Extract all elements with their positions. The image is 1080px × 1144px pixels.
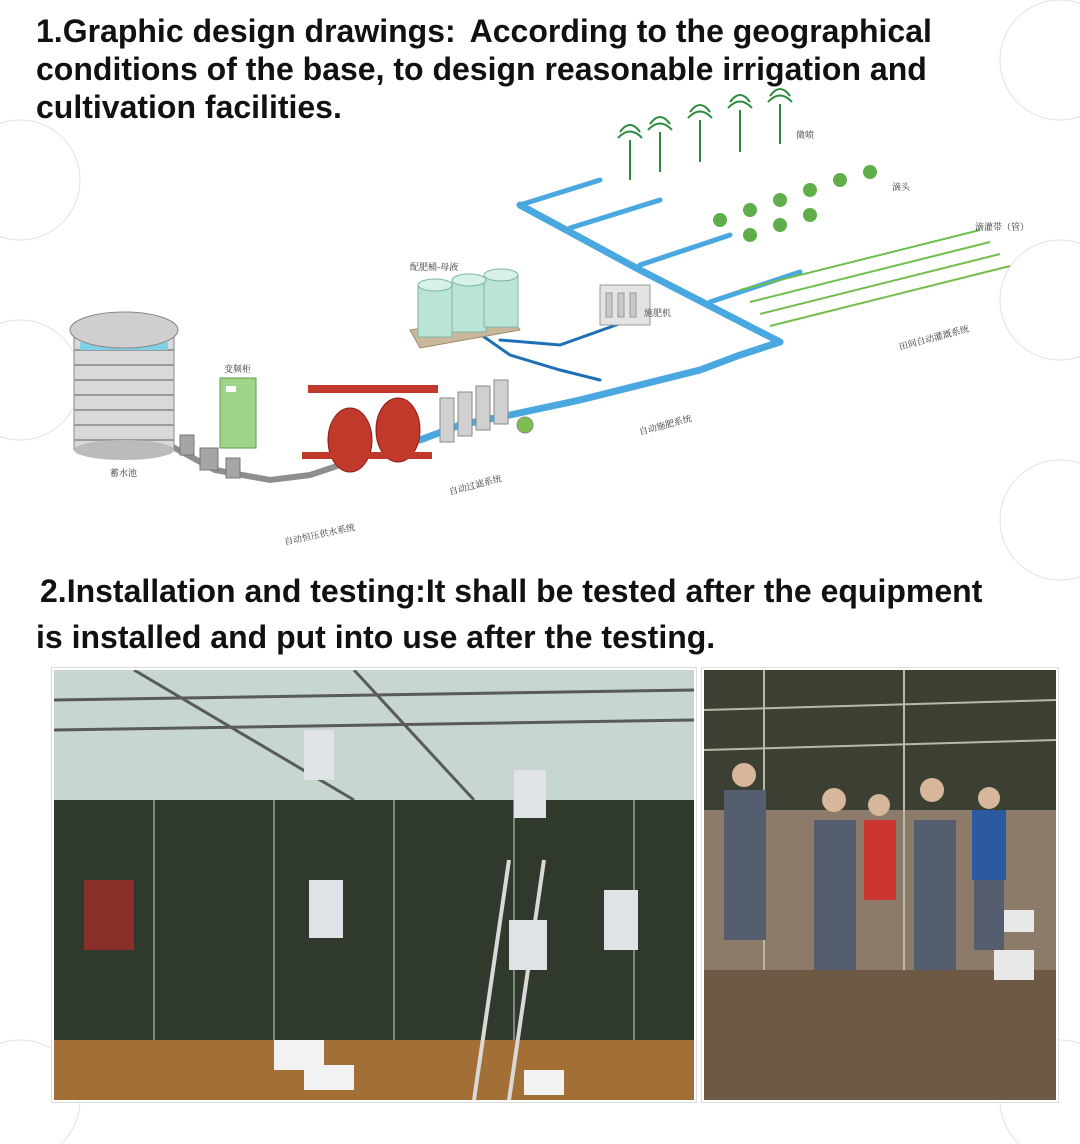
filter-system-label: 自动过滤系统 — [448, 474, 503, 498]
reservoir-label: 蓄水池 — [110, 469, 138, 479]
section2-line1: 2.Installation and testing:It shall be tested after the equipment — [40, 573, 983, 609]
fert-tank-label: 配肥桶-母液 — [410, 263, 459, 273]
field-system-label: 田间自动灌溉系统 — [898, 324, 971, 353]
dripper-label: 滴头 — [892, 183, 911, 193]
reservoir-tank — [70, 312, 178, 460]
water-supply-label: 自动恒压供水系统 — [283, 523, 357, 548]
shade-house-testing-photo-icon — [704, 670, 1056, 1100]
fertilizer-tanks — [410, 269, 520, 348]
fertilizer-machine-label: 施肥机 — [644, 309, 672, 319]
section2-line2: is installed and put into use after the testing. — [36, 619, 716, 655]
section1-description: According to the geographical conditions of the base, to design reasonable irrigation and cultivation facilities. — [36, 13, 932, 125]
section2-text — [36, 568, 1076, 660]
inverter-label: 变频柜 — [224, 365, 252, 375]
section1-heading: 1.Graphic design drawings: — [36, 13, 456, 49]
section1-text — [36, 12, 1056, 126]
greenhouse-install-photo-icon — [54, 670, 694, 1100]
drip-tape-label: 滴灌带（管） — [975, 223, 1030, 233]
irrigation-system-diagram — [40, 80, 1040, 570]
sand-filters — [302, 385, 438, 472]
fertilizer-machine — [600, 285, 650, 325]
inverter-cabinet — [220, 378, 256, 448]
testing-photo-shade-house — [702, 668, 1058, 1102]
micro-spray-label: 微喷 — [796, 131, 815, 141]
installation-photo-greenhouse — [52, 668, 696, 1102]
dripper-shrubs — [713, 165, 877, 242]
fert-system-label: 自动施肥系统 — [638, 414, 693, 438]
